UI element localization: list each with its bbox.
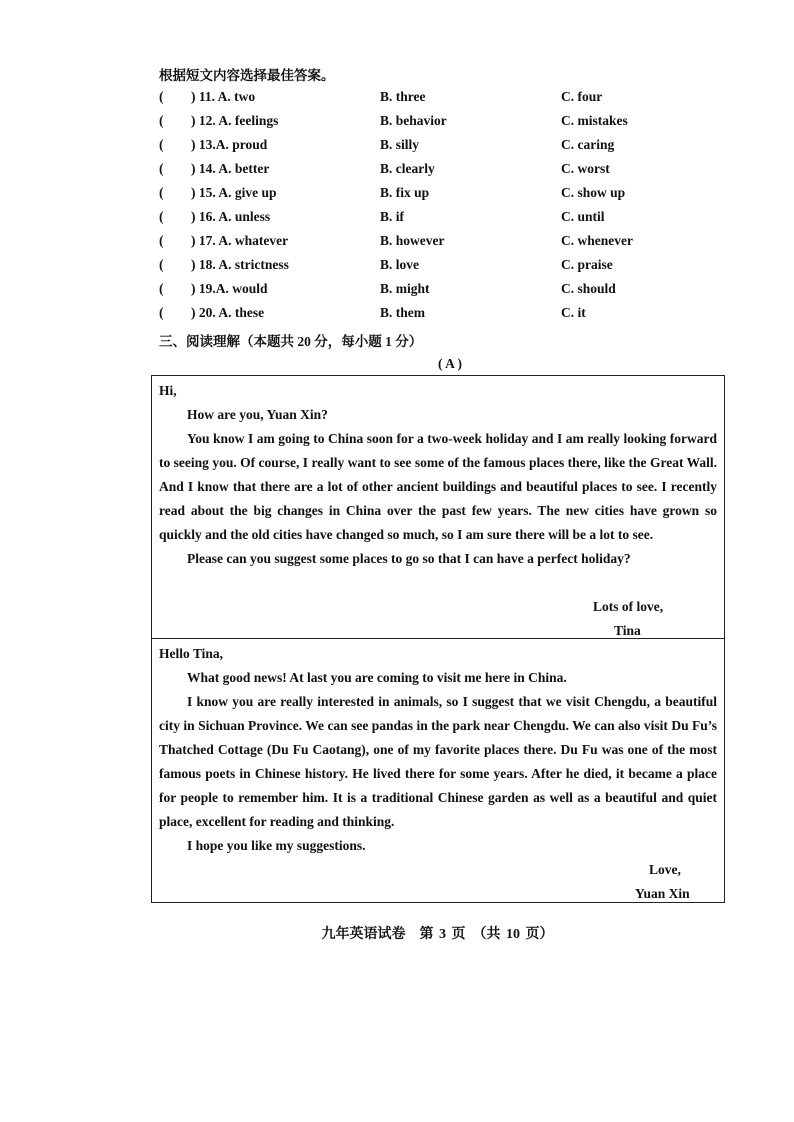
question-row	[159, 158, 719, 182]
option-b: B. clearly	[380, 161, 435, 176]
letter-signature: Yuan Xin	[635, 886, 690, 901]
letter-from-yuan-xin	[151, 638, 725, 903]
option-c: C. praise	[561, 257, 613, 272]
option-c: C. should	[561, 281, 616, 296]
answer-paren: (	[159, 89, 164, 104]
option-c: C. show up	[561, 185, 626, 200]
letter-paragraph: I hope you like my suggestions.	[187, 838, 366, 853]
option-b: B. if	[380, 209, 405, 224]
answer-paren: (	[159, 257, 164, 272]
option-c: C. caring	[561, 137, 615, 152]
option-a: ) 13.A. proud	[191, 137, 268, 152]
option-c: C. worst	[561, 161, 610, 176]
letter-paragraph: Please can you suggest some places to go so that I can have a perfect holiday?	[187, 551, 631, 566]
answer-paren: (	[159, 233, 164, 248]
letter-greeting: Hello Tina,	[159, 646, 224, 661]
option-a: ) 15. A. give up	[191, 185, 277, 200]
option-a: ) 18. A. strictness	[191, 257, 289, 272]
section-title: 三、阅读理解（本题共 20 分，每小题 1 分）	[159, 334, 423, 349]
option-b: B. behavior	[380, 113, 447, 128]
option-a: ) 20. A. these	[191, 305, 265, 320]
option-b: B. might	[380, 281, 430, 296]
option-a: ) 14. A. better	[191, 161, 270, 176]
question-row	[159, 134, 719, 158]
question-row	[159, 206, 719, 230]
option-c: C. four	[561, 89, 603, 104]
option-c: C. mistakes	[561, 113, 628, 128]
option-c: C. whenever	[561, 233, 633, 248]
question-row	[159, 254, 719, 278]
option-b: B. them	[380, 305, 425, 320]
question-row	[159, 86, 719, 110]
option-a: ) 16. A. unless	[191, 209, 271, 224]
answer-paren: (	[159, 281, 164, 296]
option-c: C. until	[561, 209, 605, 224]
passage-label: ( A )	[437, 356, 462, 371]
letter-paragraph: How are you, Yuan Xin?	[187, 407, 328, 422]
option-c: C. it	[561, 305, 586, 320]
letter-from-tina	[151, 375, 725, 639]
answer-paren: (	[159, 137, 164, 152]
question-row	[159, 302, 719, 326]
answer-paren: (	[159, 209, 164, 224]
instruction-text: 根据短文内容选择最佳答案。	[159, 68, 335, 83]
answer-paren: (	[159, 185, 164, 200]
question-list	[159, 86, 719, 326]
letter-signature: Tina	[614, 623, 641, 638]
answer-paren: (	[159, 305, 164, 320]
option-a: ) 11. A. two	[191, 89, 256, 104]
question-row	[159, 110, 719, 134]
page-footer: 九年英语试卷 第 3 页 （共 10 页）	[321, 927, 554, 942]
option-a: ) 19.A. would	[191, 281, 268, 296]
option-b: B. fix up	[380, 185, 430, 200]
answer-paren: (	[159, 113, 164, 128]
option-b: B. love	[380, 257, 419, 272]
option-a: ) 17. A. whatever	[191, 233, 289, 248]
option-b: B. silly	[380, 137, 420, 152]
answer-paren: (	[159, 161, 164, 176]
letter-paragraph: I know you are really interested in animals, so I suggest that we visit Chengdu, a beautiful city in Sichuan Province. We can see pandas in the park near Chengdu. We can also visit Du Fu’s Thatched Cottage (Du Fu Caotang), one of my favorite places there. Du Fu was one of the most famous poets in Chinese history. He lived there for some years. After he died, it became a place for people to remember him. It is a traditional Chinese garden as well as a beautiful and quiet place, excellent for reading and thinking.	[159, 694, 717, 829]
letter-paragraph: You know I am going to China soon for a two-week holiday and I am really looking forward to seeing you. Of course, I really want to see some of the famous places there, like the Great Wall. And I know that there are a lot of other ancient buildings and beautiful places to see. I recently read about the big changes in China over the past few years. The new cities have grown so quickly and the old cities have changed so much, so I am sure there will be a lot to see.	[159, 431, 717, 542]
question-row	[159, 278, 719, 302]
letter-greeting: Hi,	[159, 383, 177, 398]
question-row	[159, 230, 719, 254]
question-row	[159, 182, 719, 206]
letter-closing: Love,	[649, 862, 681, 877]
option-b: B. however	[380, 233, 445, 248]
option-a: ) 12. A. feelings	[191, 113, 279, 128]
option-b: B. three	[380, 89, 426, 104]
letter-paragraph: What good news! At last you are coming to visit me here in China.	[187, 670, 567, 685]
letter-closing: Lots of love,	[593, 599, 664, 614]
